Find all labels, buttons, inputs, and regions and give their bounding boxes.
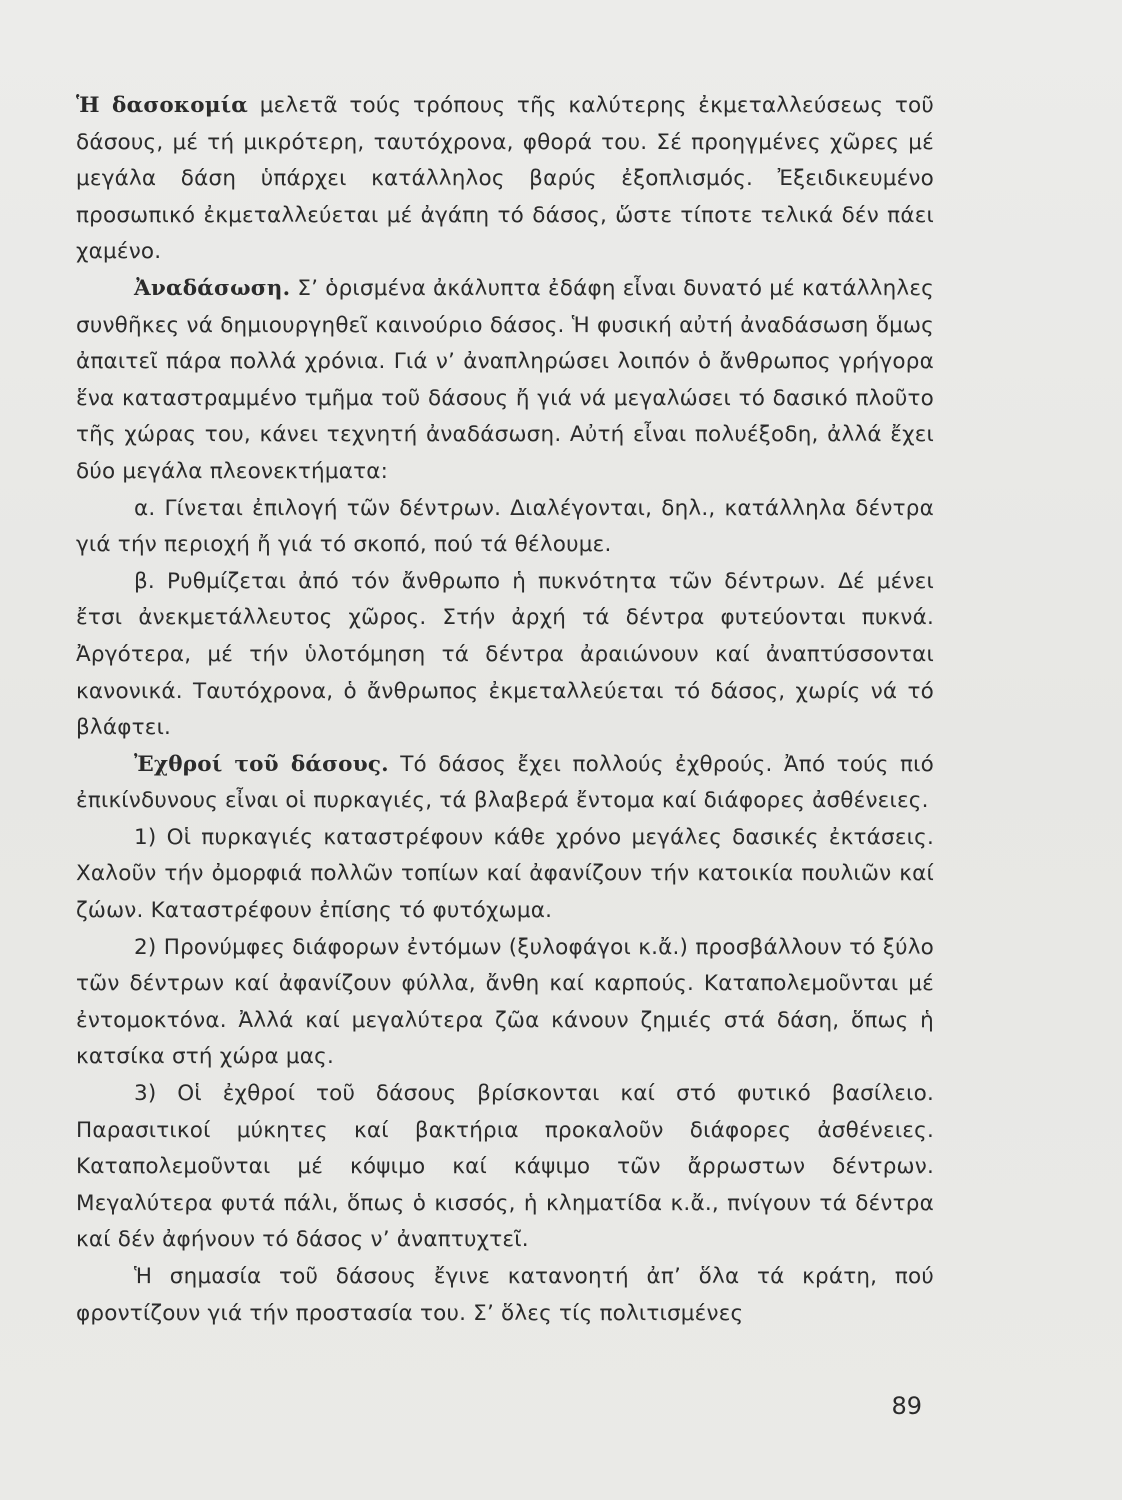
paragraph-text: 2) Προνύμφες διάφορων ἐντόμων (ξυλοφάγοι κ.ἄ.) προσβάλλουν τό ξύλο τῶν δέντρων καί ἀφανίζουν φύλλα, ἄνθη καί καρπούς. Καταπολεμοῦνται μέ ἐντομοκτόνα. Ἀλλά καί μεγαλύτερα ζῶα κάνουν ζημιές στά δάση, ὅπως ἡ κατσίκα στή χώρα μας. — [76, 934, 934, 1070]
paragraph-importance — [76, 1259, 934, 1332]
list-item-2 — [76, 930, 934, 1076]
paragraph-text: Τό δάσος ἔχει πολλούς ἐχθρούς. Ἀπό τούς πιό ἐπικίνδυνους εἶναι οἱ πυρκαγιές, τά βλαβερά ἔντομα καί διάφορες ἀσθένειες. — [76, 751, 934, 814]
list-item-1 — [76, 820, 934, 930]
paragraph-enemies — [76, 747, 934, 820]
paragraph-text: Ἡ σημασία τοῦ δάσους ἔγινε κατανοητή ἀπ’ ὅλα τά κράτη, πού φροντίζουν γιά τήν προστασία του. Σ’ ὅλες τίς πολιτισμένες — [76, 1264, 934, 1326]
body-text — [76, 88, 934, 1332]
paragraph-text: α. Γίνεται ἐπιλογή τῶν δέντρων. Διαλέγονται, δηλ., κατάλληλα δέντρα γιά τήν περιοχή ἤ γιά τό σκοπό, πού τά θέλουμε. — [76, 495, 934, 558]
paragraph-text: β. Ρυθμίζεται ἀπό τόν ἄνθρωπο ἡ πυκνότητα τῶν δέντρων. Δέ μένει ἔτσι ἀνεκμετάλλευτος χῶρος. Στήν ἀρχή τά δέντρα φυτεύονται πυκνά. Ἀργότερα, μέ τήν ὑλοτόμηση τά δέντρα ἀραιώνουν καί ἀναπτύσσονται κανονικά. Ταυτόχρονα, ὁ ἄνθρωπος ἐκμεταλλεύεται τό δάσος, χωρίς νά τό βλάφτει. — [76, 568, 934, 741]
paragraph-text: μελετᾶ τούς τρόπους τῆς καλύτερης ἐκμεταλλεύσεως τοῦ δάσους, μέ τή μικρότερη, ταυτόχρονα, φθορά του. Σέ προηγμένες χῶρες μέ μεγάλα δάση ὑπάρχει κατάλληλος βαρύς ἐξοπλισμός. Ἐξειδικευμένο προσωπικό ἐκμεταλλεύεται μέ ἀγάπη τό δάσος, ὥστε τίποτε τελικά δέν πάει χαμένο. — [76, 93, 934, 265]
list-item-3 — [76, 1076, 934, 1259]
heading-forestry: Ἡ δασοκομία — [76, 93, 249, 118]
list-item-a — [76, 491, 934, 564]
paragraph-text: 3) Οἱ ἐχθροί τοῦ δάσους βρίσκονται καί στό φυτικό βασίλειο. Παρασιτικοί μύκητες καί βακτήρια προκαλοῦν διάφορες ἀσθένειες. Καταπολεμοῦνται μέ κόψιμο καί κάψιμο τῶν ἄρρωστων δέντρων. Μεγαλύτερα φυτά πάλι, ὅπως ὁ κισσός, ἡ κληματίδα κ.ἄ., πνίγουν τά δέντρα καί δέν ἀφήνουν τό δάσος ν’ ἀναπτυχτεῖ. — [76, 1081, 934, 1253]
paragraph-text: 1) Οἱ πυρκαγιές καταστρέφουν κάθε χρόνο μεγάλες δασικές ἐκτάσεις. Χαλοῦν τήν ὀμορφιά πολλῶν τοπίων καί ἀφανίζουν τήν κατοικία πουλιῶν καί ζώων. Καταστρέφουν ἐπίσης τό φυτόχωμα. — [76, 824, 934, 924]
heading-enemies: Ἐχθροί τοῦ δάσους. — [134, 751, 389, 777]
page-number: 89 — [891, 1392, 922, 1420]
heading-reforestation: Ἀναδάσωση. — [134, 275, 291, 301]
paragraph-text: Σ’ ὁρισμένα ἀκάλυπτα ἐδάφη εἶναι δυνατό μέ κατάλληλες συνθῆκες νά δημιουργηθεῖ καινούριο δάσος. Ἡ φυσική αὐτή ἀναδάσωση ὅμως ἀπαιτεῖ πάρα πολλά χρόνια. Γιά ν’ ἀναπληρώσει λοιπόν ὁ ἄνθρωπος γρήγορα ἕνα καταστραμμένο τμῆμα τοῦ δάσους ἤ γιά νά μεγαλώσει τό δασικό πλοῦτο τῆς χώρας του, κάνει τεχνητή ἀναδάσωση. Αὐτή εἶναι πολυέξοδη, ἀλλά ἔχει δύο μεγάλα πλεονεκτήματα: — [76, 275, 934, 484]
paragraph-reforestation — [76, 271, 934, 491]
list-item-b — [76, 564, 934, 747]
paragraph-forestry — [76, 88, 934, 271]
